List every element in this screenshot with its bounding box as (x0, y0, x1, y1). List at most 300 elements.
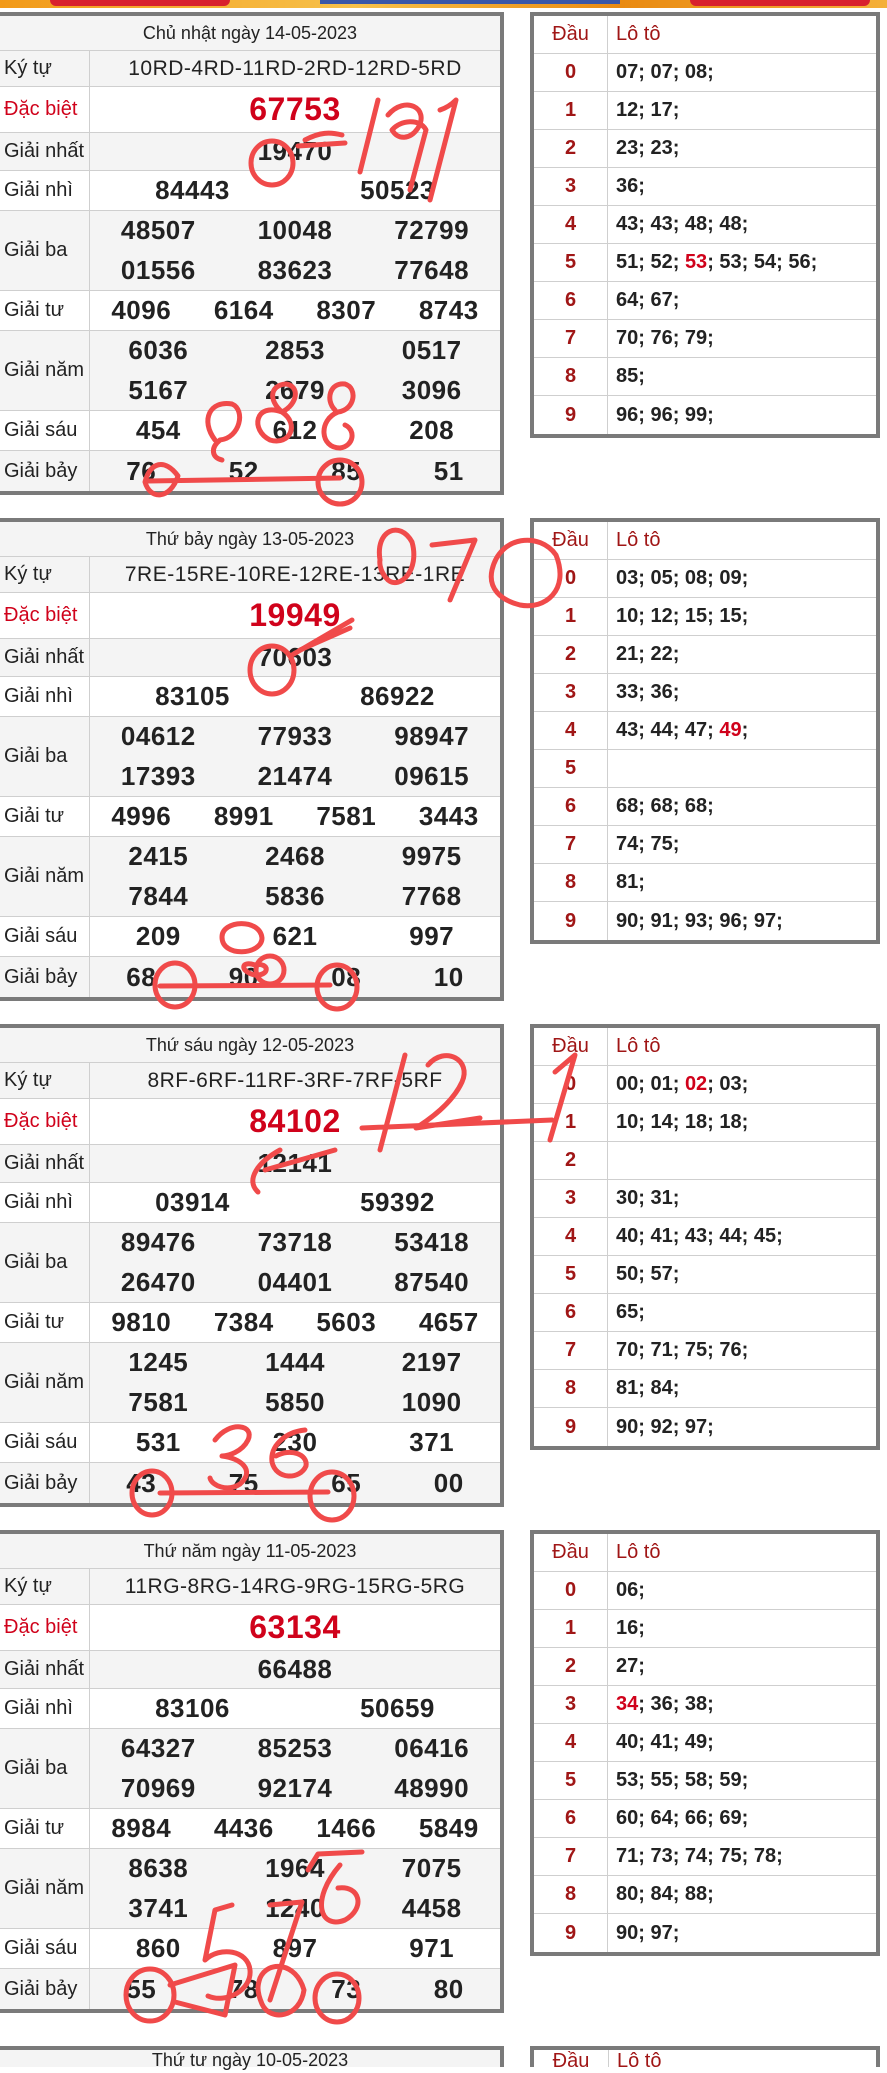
code-row (0, 51, 500, 87)
prize-number: 8307 (316, 295, 377, 325)
special-prize-row-values (90, 1099, 500, 1144)
sixth-prize-row (0, 411, 500, 451)
code-row (0, 1063, 500, 1099)
prize-number: 89476 (120, 1227, 196, 1258)
second-prize-row (0, 1183, 500, 1223)
prize-number: 8638 (128, 1853, 189, 1884)
third-prize-row (0, 1223, 500, 1303)
prize-number: 230 (272, 1427, 318, 1457)
prize-number: 85 (331, 455, 362, 486)
prize-number: 1090 (401, 1386, 462, 1417)
prize-number: 8984 (111, 1813, 172, 1843)
prize-number: 1466 (316, 1813, 377, 1843)
special-prize-row (0, 87, 500, 133)
seventh-prize-row (0, 957, 500, 997)
loto-values: 90; 97; (616, 1921, 680, 1944)
loto-row (534, 1800, 876, 1838)
seventh-prize-row (0, 1969, 500, 2009)
prize-number: 4657 (418, 1307, 479, 1337)
dau-digit: 8 (534, 1876, 608, 1913)
third-prize-row (0, 717, 500, 797)
dau-digit: 8 (534, 358, 608, 395)
dau-digit: 4 (534, 712, 608, 749)
prize-number: 65 (331, 1467, 362, 1498)
next-draw-title: Thứ tư ngày 10-05-2023 (0, 2046, 504, 2067)
third-prize-row-values (90, 717, 500, 796)
dau-digit: 9 (534, 396, 608, 434)
prize-number: 77648 (394, 254, 470, 285)
loto-row (534, 1142, 876, 1180)
prize-number: 4096 (111, 295, 172, 325)
seventh-prize-row (0, 451, 500, 491)
dau-digit: 3 (534, 1180, 608, 1217)
fifth-prize-row-label: Giải năm (0, 1343, 90, 1422)
fourth-prize-row (0, 1809, 500, 1849)
dau-digit: 0 (534, 560, 608, 597)
loto-values: 34; 36; 38; (616, 1693, 714, 1715)
fifth-prize-row-values (90, 331, 500, 410)
loto-row (534, 1838, 876, 1876)
loto-values: 10; 14; 18; 18; (616, 1111, 749, 1133)
loto-values: 53; 55; 58; 59; (616, 1769, 749, 1791)
loto-row (534, 902, 876, 940)
loto-row (534, 712, 876, 750)
code-row-label: Ký tự (0, 51, 90, 86)
loto-row (534, 244, 876, 282)
prize-number: 52 (228, 455, 259, 486)
loto-values: 23; 23; (616, 137, 680, 159)
loto-header: Lô tô (616, 529, 661, 551)
loto-row (534, 1610, 876, 1648)
prize-number: 98947 (394, 721, 470, 752)
prize-number: 80 (433, 1973, 464, 2004)
special-prize-row (0, 1605, 500, 1651)
loto-row (534, 1762, 876, 1800)
prize-number: 2415 (128, 841, 189, 872)
prize-number: 83623 (257, 254, 333, 285)
loto-values: 43; 44; 47; 49; (616, 719, 749, 741)
prize-number: 64327 (120, 1733, 196, 1764)
sixth-prize-row (0, 1423, 500, 1463)
sixth-prize-row-values (90, 1929, 500, 1968)
dau-digit: 1 (534, 1104, 608, 1141)
fourth-prize-row-values (90, 1303, 500, 1342)
second-prize-row-values (90, 171, 500, 210)
prize-number: 26470 (120, 1266, 196, 1297)
prize-number: 50659 (360, 1693, 435, 1723)
loto-values: 85; (616, 365, 645, 387)
fourth-prize-row-values (90, 291, 500, 330)
third-prize-row-values (90, 211, 500, 290)
loto-values: 07; 07; 08; (616, 61, 714, 83)
loto-row (534, 320, 876, 358)
loto-values: 70; 71; 75; 76; (616, 1339, 749, 1361)
loto-row (534, 788, 876, 826)
prize-number: 03914 (155, 1187, 230, 1217)
special-prize-row (0, 593, 500, 639)
draw-date-title: Chủ nhật ngày 14-05-2023 (0, 16, 500, 51)
loto-values: 10; 12; 15; 15; (616, 605, 749, 627)
seventh-prize-row-label: Giải bảy (0, 957, 90, 997)
prize-number: 08 (331, 961, 362, 992)
code-row (0, 1569, 500, 1605)
dau-digit: 2 (534, 1648, 608, 1685)
first-prize-row-values (90, 639, 500, 676)
prize-number: 9975 (401, 841, 462, 872)
dau-digit: 5 (534, 1762, 608, 1799)
sixth-prize-row-label: Giải sáu (0, 411, 90, 450)
dau-digit: 6 (534, 788, 608, 825)
prize-number: 83105 (155, 681, 230, 711)
sixth-prize-row-label: Giải sáu (0, 917, 90, 956)
first-prize-row (0, 1145, 500, 1183)
loto-row (534, 1572, 876, 1610)
loto-row (534, 1104, 876, 1142)
loto-header: Lô tô (616, 23, 661, 45)
loto-values: 70; 76; 79; (616, 327, 714, 349)
prize-number: 17393 (120, 760, 196, 791)
loto-row (534, 1914, 876, 1952)
prize-number: 5849 (418, 1813, 479, 1843)
seventh-prize-row-values (90, 451, 500, 491)
loto-row (534, 1180, 876, 1218)
loto-row (534, 1294, 876, 1332)
first-prize-row-values (90, 1145, 500, 1182)
loto-values: 90; 92; 97; (616, 1415, 714, 1438)
second-prize-row-label: Giải nhì (0, 677, 90, 716)
dau-digit: 0 (534, 54, 608, 91)
prize-number: 48507 (120, 215, 196, 246)
loto-values: 50; 57; (616, 1263, 680, 1285)
loto-row (534, 1370, 876, 1408)
fifth-prize-row-label: Giải năm (0, 837, 90, 916)
loto-header-row (534, 1028, 876, 1066)
code-row-values (90, 1063, 500, 1098)
loto-header: Lô tô (616, 1541, 661, 1563)
prize-number: 897 (272, 1933, 318, 1963)
prize-number: 3741 (128, 1892, 189, 1923)
loto-row (534, 598, 876, 636)
dau-digit: 7 (534, 826, 608, 863)
second-prize-row-values (90, 1183, 500, 1222)
prize-number: 209 (135, 921, 181, 951)
prize-number: 10048 (257, 215, 333, 246)
dau-digit: 1 (534, 1610, 608, 1647)
loto-row (534, 1724, 876, 1762)
seventh-prize-row-label: Giải bảy (0, 1969, 90, 2009)
loto-values: 00; 01; 02; 03; (616, 1073, 749, 1095)
prize-number: 621 (272, 921, 318, 951)
loto-row (534, 864, 876, 902)
prize-number: 1444 (265, 1347, 325, 1378)
loto-hot-value: 34 (616, 1693, 639, 1715)
loto-row (534, 168, 876, 206)
loto-values: 16; (616, 1617, 645, 1639)
prize-number: 72799 (394, 215, 470, 246)
prize-number: 7581 (128, 1386, 189, 1417)
fourth-prize-row (0, 291, 500, 331)
loto-row (534, 1876, 876, 1914)
prize-number: 10 (433, 961, 464, 992)
loto-row (534, 674, 876, 712)
prize-number: 70603 (257, 642, 333, 672)
prize-number: 208 (409, 415, 455, 445)
prize-number: 5167 (128, 374, 189, 405)
dau-digit: 3 (534, 1686, 608, 1723)
prize-number: 7581 (316, 801, 377, 831)
prize-number: 04612 (120, 721, 196, 752)
loto-header-row (534, 522, 876, 560)
loto-values: 43; 43; 48; 48; (616, 213, 749, 235)
prize-number: 7RE-15RE-10RE-12RE-13RE-1RE (124, 562, 466, 586)
prize-number: 86922 (360, 681, 435, 711)
second-prize-row (0, 1689, 500, 1729)
first-prize-row (0, 133, 500, 171)
dau-header: Đầu (534, 1028, 608, 1065)
prize-number: 55 (126, 1973, 157, 2004)
seventh-prize-row-values (90, 1969, 500, 2009)
dau-header: Đầu (534, 16, 608, 53)
loto-header-row (534, 1534, 876, 1572)
loto-values: 40; 41; 43; 44; 45; (616, 1225, 783, 1247)
prize-number: 19949 (249, 597, 341, 633)
sixth-prize-row-values (90, 1423, 500, 1462)
dau-digit: 8 (534, 1370, 608, 1407)
loto-values: 81; 84; (616, 1377, 680, 1399)
prize-number: 6164 (213, 295, 274, 325)
loto-values: 64; 67; (616, 289, 680, 311)
loto-table-1 (530, 12, 880, 438)
prize-number: 4458 (401, 1892, 462, 1923)
third-prize-row-values (90, 1223, 500, 1302)
loto-values: 27; (616, 1655, 645, 1677)
sixth-prize-row-values (90, 917, 500, 956)
fourth-prize-row-label: Giải tư (0, 797, 90, 836)
fourth-prize-row-label: Giải tư (0, 1303, 90, 1342)
sixth-prize-row (0, 1929, 500, 1969)
loto-values: 65; (616, 1301, 645, 1323)
prize-number: 70969 (120, 1772, 196, 1803)
special-prize-row-label: Đặc biệt (0, 1099, 90, 1144)
loto-values: 71; 73; 74; 75; 78; (616, 1845, 783, 1867)
fifth-prize-row (0, 1849, 500, 1929)
prize-number: 0517 (401, 335, 462, 366)
special-prize-row-label: Đặc biệt (0, 593, 90, 638)
special-prize-row-label: Đặc biệt (0, 1605, 90, 1650)
second-prize-row (0, 677, 500, 717)
dau-digit: 9 (534, 1408, 608, 1446)
first-prize-row-values (90, 133, 500, 170)
prize-number: 2853 (265, 335, 325, 366)
prize-number: 77933 (257, 721, 333, 752)
prize-number: 11RG-8RG-14RG-9RG-15RG-5RG (124, 1574, 466, 1598)
loto-row (534, 1256, 876, 1294)
result-table-4 (0, 1530, 504, 2013)
dau-digit: 5 (534, 750, 608, 787)
loto-hot-value: 49 (719, 719, 742, 741)
prize-number: 531 (135, 1427, 181, 1457)
dau-header: Đầu (534, 1534, 608, 1571)
seventh-prize-row-label: Giải bảy (0, 451, 90, 491)
prize-number: 454 (135, 415, 181, 445)
loto-header: Lô tô (616, 1035, 661, 1057)
code-row-label: Ký tự (0, 1063, 90, 1098)
loto-values: 06; (616, 1579, 645, 1601)
first-prize-row-label: Giải nhất (0, 639, 90, 676)
first-prize-row-values (90, 1651, 500, 1688)
draw-date-title: Thứ năm ngày 11-05-2023 (0, 1534, 500, 1569)
prize-number: 84102 (249, 1103, 341, 1139)
code-row (0, 557, 500, 593)
dau-digit: 5 (534, 1256, 608, 1293)
fourth-prize-row-values (90, 1809, 500, 1848)
dau-digit: 3 (534, 674, 608, 711)
fifth-prize-row-label: Giải năm (0, 1849, 90, 1928)
loto-values: 96; 96; 99; (616, 403, 714, 426)
prize-number: 7384 (213, 1307, 274, 1337)
prize-number: 63134 (249, 1609, 341, 1645)
fourth-prize-row-label: Giải tư (0, 1809, 90, 1848)
loto-table-4 (530, 1530, 880, 1956)
third-prize-row-label: Giải ba (0, 1223, 90, 1302)
dau-digit: 0 (534, 1066, 608, 1103)
loto-values: 33; 36; (616, 681, 680, 703)
prize-number: 2679 (265, 374, 325, 405)
first-prize-row-label: Giải nhất (0, 133, 90, 170)
loto-row (534, 636, 876, 674)
loto-table-2 (530, 518, 880, 944)
prize-number: 84443 (155, 175, 230, 205)
first-prize-row-label: Giải nhất (0, 1651, 90, 1688)
prize-number: 971 (409, 1933, 455, 1963)
fourth-prize-row (0, 797, 500, 837)
prize-number: 4436 (213, 1813, 274, 1843)
loto-row (534, 1066, 876, 1104)
dau-digit: 5 (534, 244, 608, 281)
loto-row (534, 282, 876, 320)
fifth-prize-row (0, 1343, 500, 1423)
prize-number: 01556 (120, 254, 196, 285)
prize-number: 10RD-4RD-11RD-2RD-12RD-5RD (128, 56, 462, 80)
prize-number: 04401 (257, 1266, 333, 1297)
special-prize-row-values (90, 87, 500, 132)
prize-number: 8743 (418, 295, 479, 325)
code-row-values (90, 1569, 500, 1604)
sixth-prize-row-label: Giải sáu (0, 1929, 90, 1968)
prize-number: 06416 (394, 1733, 470, 1764)
prize-number: 68 (126, 961, 157, 992)
prize-number: 67753 (249, 91, 341, 127)
seventh-prize-row-values (90, 957, 500, 997)
loto-hot-value: 53 (684, 251, 708, 273)
dau-digit: 6 (534, 282, 608, 319)
loto-values: 60; 64; 66; 69; (616, 1807, 749, 1829)
loto-row (534, 1408, 876, 1446)
loto-row (534, 1332, 876, 1370)
sixth-prize-row-label: Giải sáu (0, 1423, 90, 1462)
dau-digit: 9 (534, 902, 608, 940)
loto-values: 40; 41; 49; (616, 1731, 714, 1753)
first-prize-row (0, 639, 500, 677)
loto-values: 90; 91; 93; 96; 97; (616, 909, 783, 932)
prize-number: 75 (228, 1467, 259, 1498)
prize-number: 612 (272, 415, 318, 445)
prize-number: 8RF-6RF-11RF-3RF-7RF-5RF (147, 1068, 443, 1092)
prize-number: 9810 (111, 1307, 172, 1337)
loto-values: 12; 17; (616, 99, 680, 121)
result-table-1 (0, 12, 504, 495)
dau-digit: 0 (534, 1572, 608, 1609)
prize-number: 7075 (401, 1853, 462, 1884)
second-prize-row-values (90, 677, 500, 716)
fifth-prize-row-values (90, 837, 500, 916)
first-prize-row (0, 1651, 500, 1689)
prize-number: 21474 (257, 760, 333, 791)
third-prize-row (0, 1729, 500, 1809)
draw-date-title: Thứ sáu ngày 12-05-2023 (0, 1028, 500, 1063)
loto-values: 68; 68; 68; (616, 795, 714, 817)
fifth-prize-row-label: Giải năm (0, 331, 90, 410)
dau-digit: 7 (534, 1332, 608, 1369)
prize-number: 7844 (128, 880, 189, 911)
loto-values: 51; 52; 53; 53; 54; 56; (616, 251, 818, 273)
sixth-prize-row (0, 917, 500, 957)
dau-digit: 2 (534, 1142, 608, 1179)
special-prize-row (0, 1099, 500, 1145)
dau-digit: 4 (534, 206, 608, 243)
prize-number: 8991 (213, 801, 274, 831)
dau-digit: 6 (534, 1800, 608, 1837)
dau-digit: 2 (534, 130, 608, 167)
loto-header-row (534, 16, 876, 54)
prize-number: 1964 (265, 1853, 325, 1884)
loto-row (534, 1218, 876, 1256)
special-prize-row-values (90, 593, 500, 638)
seventh-prize-row (0, 1463, 500, 1503)
fifth-prize-row-values (90, 1849, 500, 1928)
first-prize-row-label: Giải nhất (0, 1145, 90, 1182)
loto-row (534, 750, 876, 788)
prize-number: 12141 (257, 1148, 333, 1178)
prize-number: 73718 (257, 1227, 333, 1258)
code-row-label: Ký tự (0, 557, 90, 592)
dau-digit: 4 (534, 1724, 608, 1761)
fifth-prize-row (0, 331, 500, 411)
prize-number: 5603 (316, 1307, 377, 1337)
seventh-prize-row-values (90, 1463, 500, 1503)
dau-digit: 7 (534, 320, 608, 357)
third-prize-row-label: Giải ba (0, 717, 90, 796)
prize-number: 860 (135, 1933, 181, 1963)
dau-digit: 7 (534, 1838, 608, 1875)
dau-digit: 6 (534, 1294, 608, 1331)
prize-number: 371 (409, 1427, 455, 1457)
code-row-values (90, 557, 500, 592)
second-prize-row-label: Giải nhì (0, 1689, 90, 1728)
dau-digit: 3 (534, 168, 608, 205)
prize-number: 92174 (257, 1772, 333, 1803)
special-prize-row-label: Đặc biệt (0, 87, 90, 132)
third-prize-row-values (90, 1729, 500, 1808)
prize-number: 2468 (265, 841, 325, 872)
second-prize-row-label: Giải nhì (0, 171, 90, 210)
third-prize-row-label: Giải ba (0, 1729, 90, 1808)
next-loto-header: Đầu Lô tô (530, 2046, 880, 2067)
dau-digit: 1 (534, 92, 608, 129)
prize-number: 59392 (360, 1187, 435, 1217)
prize-number: 997 (409, 921, 455, 951)
sixth-prize-row-values (90, 411, 500, 450)
